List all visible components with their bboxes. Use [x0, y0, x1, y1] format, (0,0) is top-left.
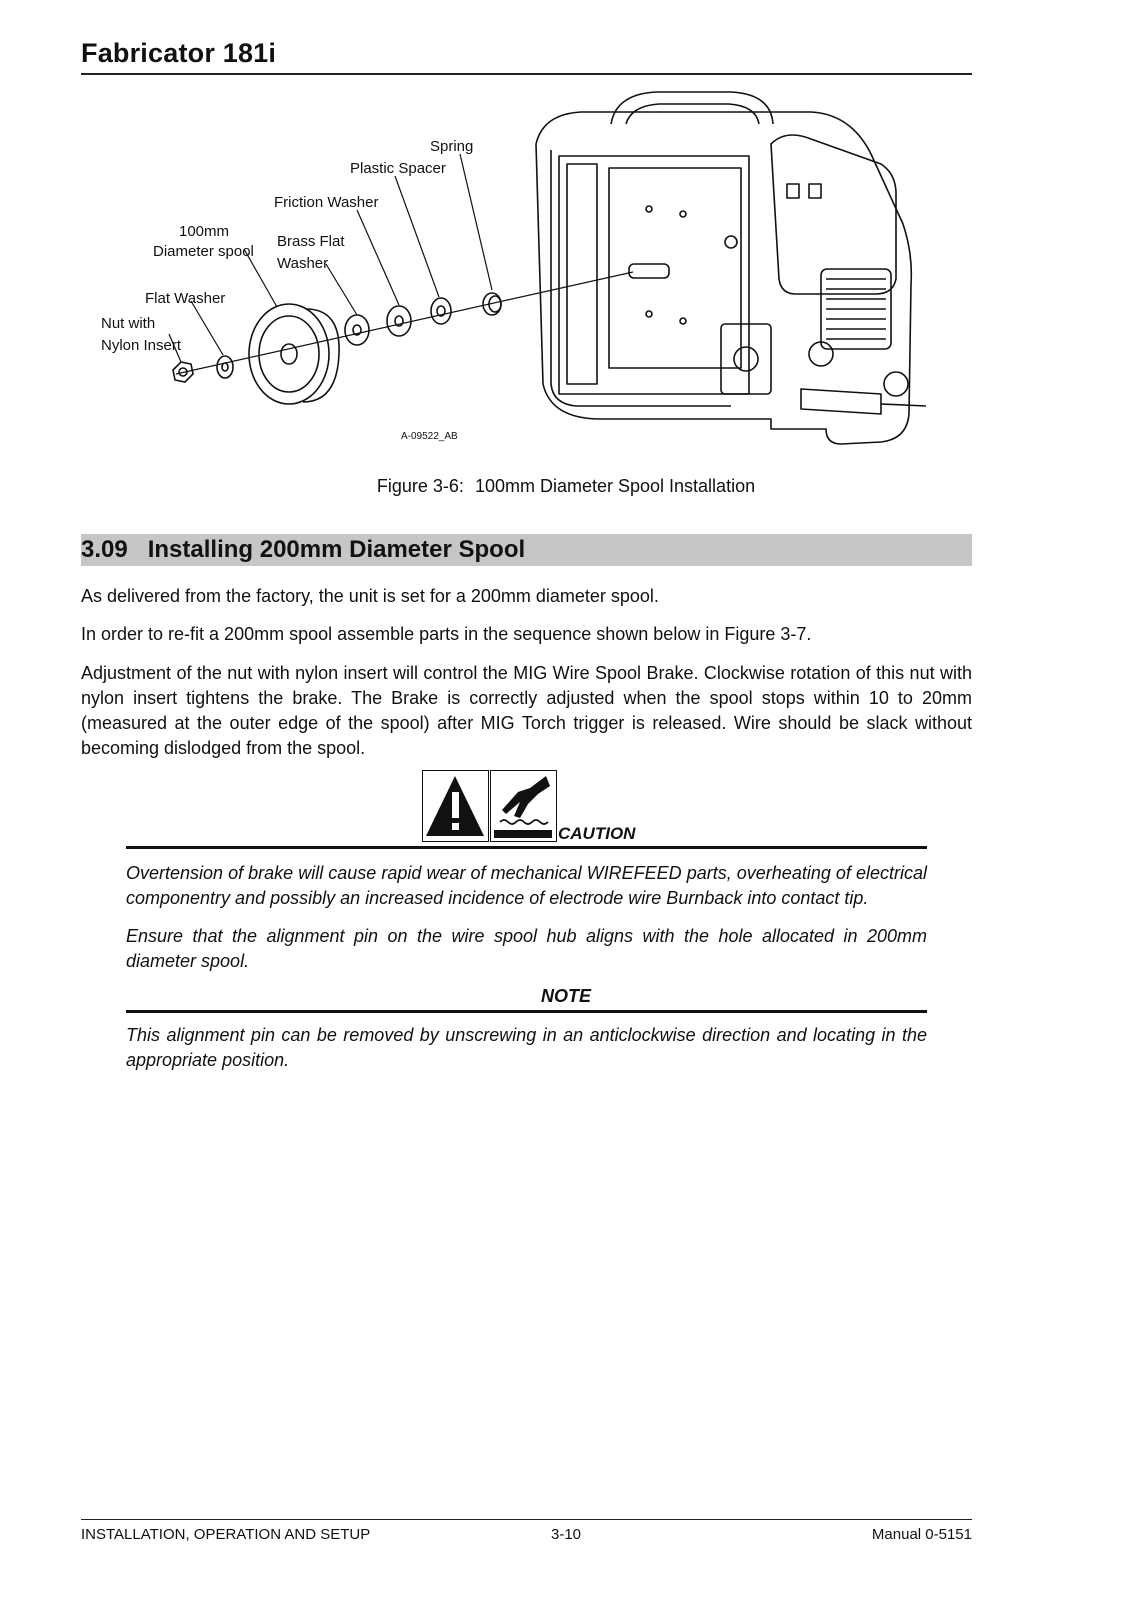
note-label: NOTE: [540, 986, 591, 1006]
note-paragraph: This alignment pin can be removed by unscrewing in an anticlockwise direction and locating in the appropriate position.: [126, 1025, 927, 1070]
output-socket-2: [884, 372, 908, 396]
label-nut-line2: Nylon Insert: [101, 337, 182, 354]
handle-inner: [626, 104, 759, 124]
label-spool-line1: 100mm: [179, 223, 230, 240]
front-vents: [821, 269, 891, 349]
label-spring: Spring: [430, 138, 474, 155]
torch-connector: [801, 389, 881, 414]
section-title-text: Installing 200mm Diameter Spool: [147, 536, 526, 563]
document-title: Fabricator 181i: [81, 38, 277, 68]
warning-triangle-icon: [423, 771, 489, 842]
label-brass-line1: Brass Flat: [277, 233, 345, 250]
label-nut-line1: Nut with: [101, 315, 156, 332]
label-flat-washer: Flat Washer: [145, 290, 226, 307]
caution-label: CAUTION: [558, 824, 636, 843]
footer-manual-number: Manual 0-5151: [871, 1526, 972, 1543]
label-spool-line2: Diameter spool: [153, 243, 254, 260]
spool-hub-shaft: [629, 264, 669, 278]
compartment-side-rail: [567, 164, 597, 384]
header-rule: [81, 73, 972, 75]
section-heading: [81, 535, 525, 565]
caution-icons: [422, 770, 560, 842]
brass-flat-washer: [345, 315, 369, 345]
body-paragraph-1: As delivered from the factory, the unit is set for a 200mm diameter spool.: [81, 586, 659, 606]
label-brass-line2: Washer: [277, 255, 329, 272]
caution-paragraph-2: Ensure that the alignment pin on the wire spool hub aligns with the hole allocated in 200mm diameter spool.: [126, 926, 927, 971]
body-paragraph-3: Adjustment of the nut with nylon insert will control the MIG Wire Spool Brake. Clockwise rotation of this nut with nylon insert tightens the brake. The Brake is correctly adjusted when the spool stops within 10 to 20mm (measured at the outer edge of the spool) after MIG Torch trigger is released. Wire should be slack without becoming dislodged from the spool.: [81, 663, 972, 758]
plastic-spacer: [431, 298, 451, 324]
caption-text: 100mm Diameter Spool Installation: [474, 476, 756, 496]
caution-paragraph-1: Overtension of brake will cause rapid wear of mechanical WIREFEED parts, overheating of electrical componentry and possibly an increased incidence of electrode wire Burnback into contact tip.: [126, 863, 927, 908]
panel-display-2: [809, 184, 821, 198]
label-plastic-spacer: Plastic Spacer: [350, 160, 446, 177]
section-number: 3.09: [81, 536, 128, 563]
hub-knob: [725, 236, 737, 248]
wire-feeder: [721, 324, 771, 394]
caption-label: Figure 3-6:: [376, 476, 464, 496]
figure-code: A-09522_AB: [401, 431, 458, 442]
hot-surface-hand-icon: [491, 771, 557, 842]
exploded-diagram: [81, 84, 972, 464]
panel-display-1: [787, 184, 799, 198]
front-control-panel: [771, 135, 896, 294]
assembly-axis-line: [176, 272, 633, 374]
body-paragraph-2: In order to re-fit a 200mm spool assemble parts in the sequence shown below in Figure 3-7.: [81, 624, 812, 644]
machine-handle: [611, 92, 773, 124]
note-rule: [126, 1010, 927, 1013]
caution-rule: [126, 846, 927, 849]
spool-installation-figure: [81, 84, 972, 464]
flat-washer-small: [217, 356, 233, 378]
figure-caption: [0, 476, 1132, 497]
footer-section: INSTALLATION, OPERATION AND SETUP: [81, 1526, 371, 1543]
friction-washer: [387, 306, 411, 336]
drive-roll: [734, 347, 758, 371]
wire-spool-100mm: [249, 304, 339, 404]
label-friction-washer: Friction Washer: [274, 194, 379, 211]
footer-page-number: 3-10: [550, 1526, 582, 1543]
torch-cable: [881, 404, 926, 406]
footer-rule: [81, 1519, 972, 1520]
